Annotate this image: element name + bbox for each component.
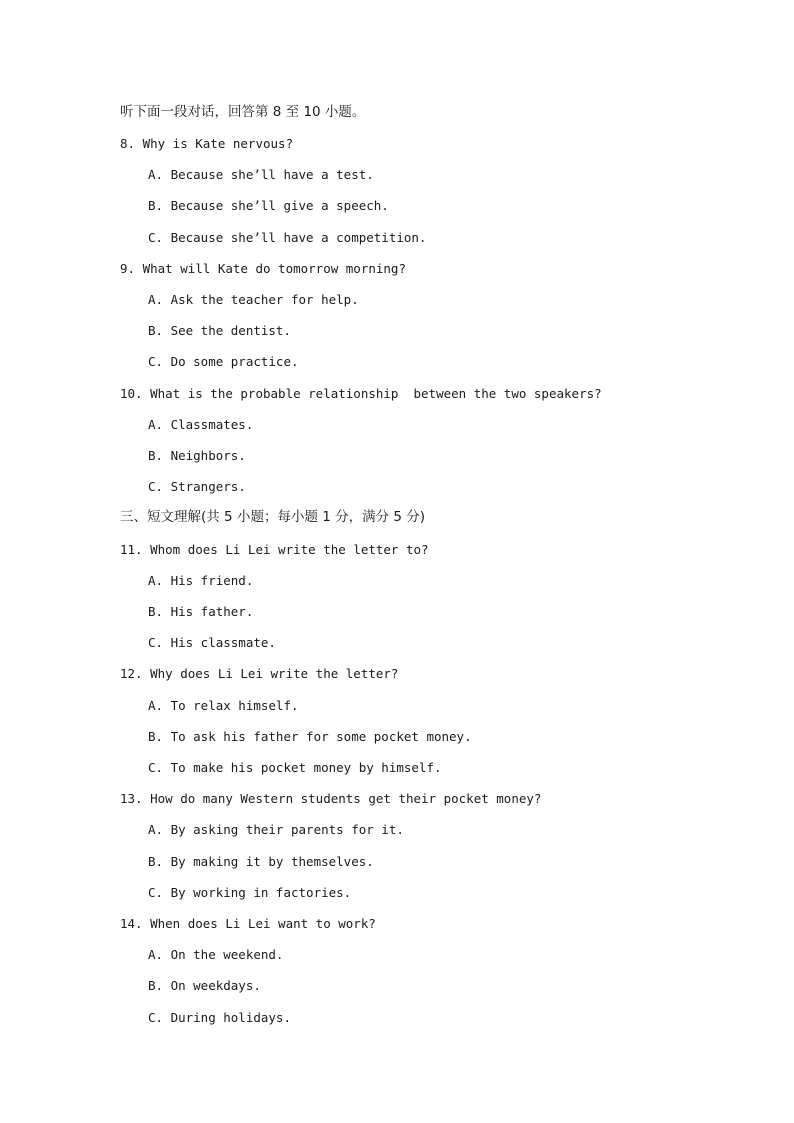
question-14-option-a: A. On the weekend. xyxy=(148,947,284,962)
question-14-option-c: C. During holidays. xyxy=(148,1010,291,1025)
question-12-option-a: A. To relax himself. xyxy=(148,698,299,713)
question-13-option-b: B. By making it by themselves. xyxy=(148,854,374,869)
question-10-option-c: C. Strangers. xyxy=(148,479,246,494)
question-8-option-a: A. Because she’ll have a test. xyxy=(148,167,374,182)
question-13-option-a: A. By asking their parents for it. xyxy=(148,822,404,837)
question-9-option-a: A. Ask the teacher for help. xyxy=(148,292,359,307)
question-9-option-b: B. See the dentist. xyxy=(148,323,291,338)
question-8-option-b: B. Because she’ll give a speech. xyxy=(148,198,389,213)
question-13-option-c: C. By working in factories. xyxy=(148,885,352,900)
question-10-option-b: B. Neighbors. xyxy=(148,448,246,463)
question-14: 14. When does Li Lei want to work? xyxy=(120,916,376,931)
section-heading-passage: 三、短文理解(共 5 小题；每小题 1 分，满分 5 分) xyxy=(120,509,426,525)
question-9: 9. What will Kate do tomorrow morning? xyxy=(120,261,406,276)
section-heading-listening: 听下面一段对话，回答第 8 至 10 小题。 xyxy=(120,104,366,120)
question-12: 12. Why does Li Lei write the letter? xyxy=(120,666,399,681)
question-8: 8. Why is Kate nervous? xyxy=(120,136,294,151)
question-11-option-c: C. His classmate. xyxy=(148,635,276,650)
question-11: 11. Whom does Li Lei write the letter to? xyxy=(120,542,429,557)
question-14-option-b: B. On weekdays. xyxy=(148,978,261,993)
question-12-option-b: B. To ask his father for some pocket money. xyxy=(148,729,472,744)
question-11-option-a: A. His friend. xyxy=(148,573,254,588)
question-8-option-c: C. Because she’ll have a competition. xyxy=(148,230,427,245)
question-11-option-b: B. His father. xyxy=(148,604,254,619)
question-12-option-c: C. To make his pocket money by himself. xyxy=(148,760,442,775)
question-9-option-c: C. Do some practice. xyxy=(148,354,299,369)
question-10: 10. What is the probable relationship between the two speakers? xyxy=(120,386,602,401)
question-13: 13. How do many Western students get their pocket money? xyxy=(120,791,542,806)
question-10-option-a: A. Classmates. xyxy=(148,417,254,432)
